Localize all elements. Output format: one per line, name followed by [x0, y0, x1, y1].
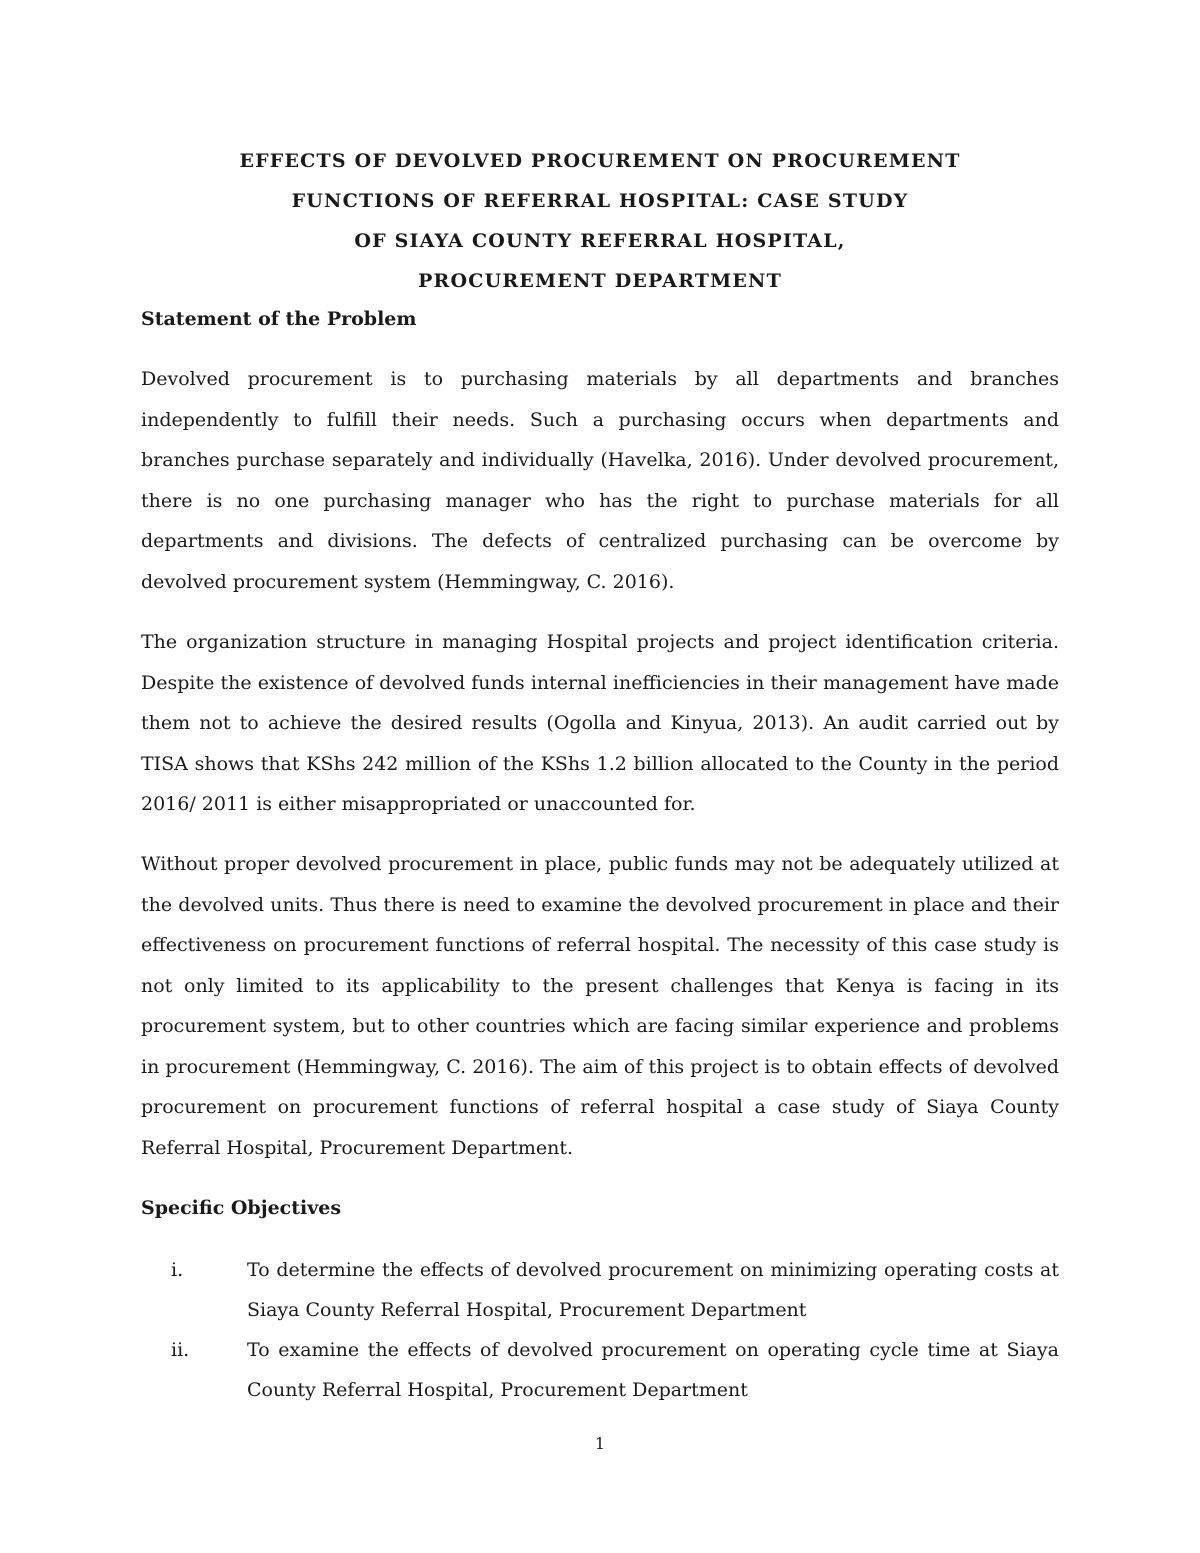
title-line-1: EFFECTS OF DEVOLVED PROCUREMENT ON PROCUREMENT [239, 150, 961, 172]
objective-item [141, 1330, 1059, 1410]
objective-text: To determine the effects of devolved procurement on minimizing operating costs at Siaya County Referral Hospital, Procurement Department [247, 1259, 1059, 1321]
problem-heading: Statement of the Problem [141, 308, 417, 330]
page-number: 1 [594, 1434, 606, 1453]
objective-item [141, 1250, 1059, 1330]
title-line-4: PROCUREMENT DEPARTMENT [418, 270, 782, 292]
paragraph-3: Without proper devolved procurement in place, public funds may not be adequately utilized at the devolved units. Thus there is need to examine the devolved procurement in place and their effectiveness on procurement functions of referral hospital. The necessity of this case study is not only limited to its applicability to the present challenges that Kenya is facing in its procurement system, but to other countries which are facing similar experience and problems in procurement (Hemmingway, C. 2016). The aim of this project is to obtain effects of devolved procurement on procurement functions of referral hospital a case study of Siaya County Referral Hospital, Procurement Department. [141, 853, 1059, 1159]
document-title [140, 141, 1060, 301]
objective-text: To examine the effects of devolved procurement on operating cycle time at Siaya County Referral Hospital, Procurement Department [247, 1339, 1059, 1401]
title-line-3: OF SIAYA COUNTY REFERRAL HOSPITAL, [354, 230, 846, 252]
title-line-2: FUNCTIONS OF REFERRAL HOSPITAL: CASE STUDY [291, 190, 909, 212]
objectives-list [141, 1250, 1059, 1410]
objectives-heading: Specific Objectives [141, 1197, 342, 1219]
paragraph-1: Devolved procurement is to purchasing materials by all departments and branches independently to fulfill their needs. Such a purchasing occurs when departments and branches purchase separately and individually (Havelka, 2016). Under devolved procurement, there is no one purchasing manager who has the right to purchase materials for all departments and divisions. The defects of centralized purchasing can be overcome by devolved procurement system (Hemmingway, C. 2016). [141, 368, 1059, 593]
paragraph-2: The organization structure in managing Hospital projects and project identification criteria. Despite the existence of devolved funds internal inefficiencies in their management have made them not to achieve the desired results (Ogolla and Kinyua, 2013). An audit carried out by TISA shows that KShs 242 million of the KShs 1.2 billion allocated to the County in the period 2016/ 2011 is either misappropriated or unaccounted for. [141, 631, 1059, 815]
objective-number: i. [171, 1259, 184, 1281]
objective-number: ii. [171, 1339, 190, 1361]
